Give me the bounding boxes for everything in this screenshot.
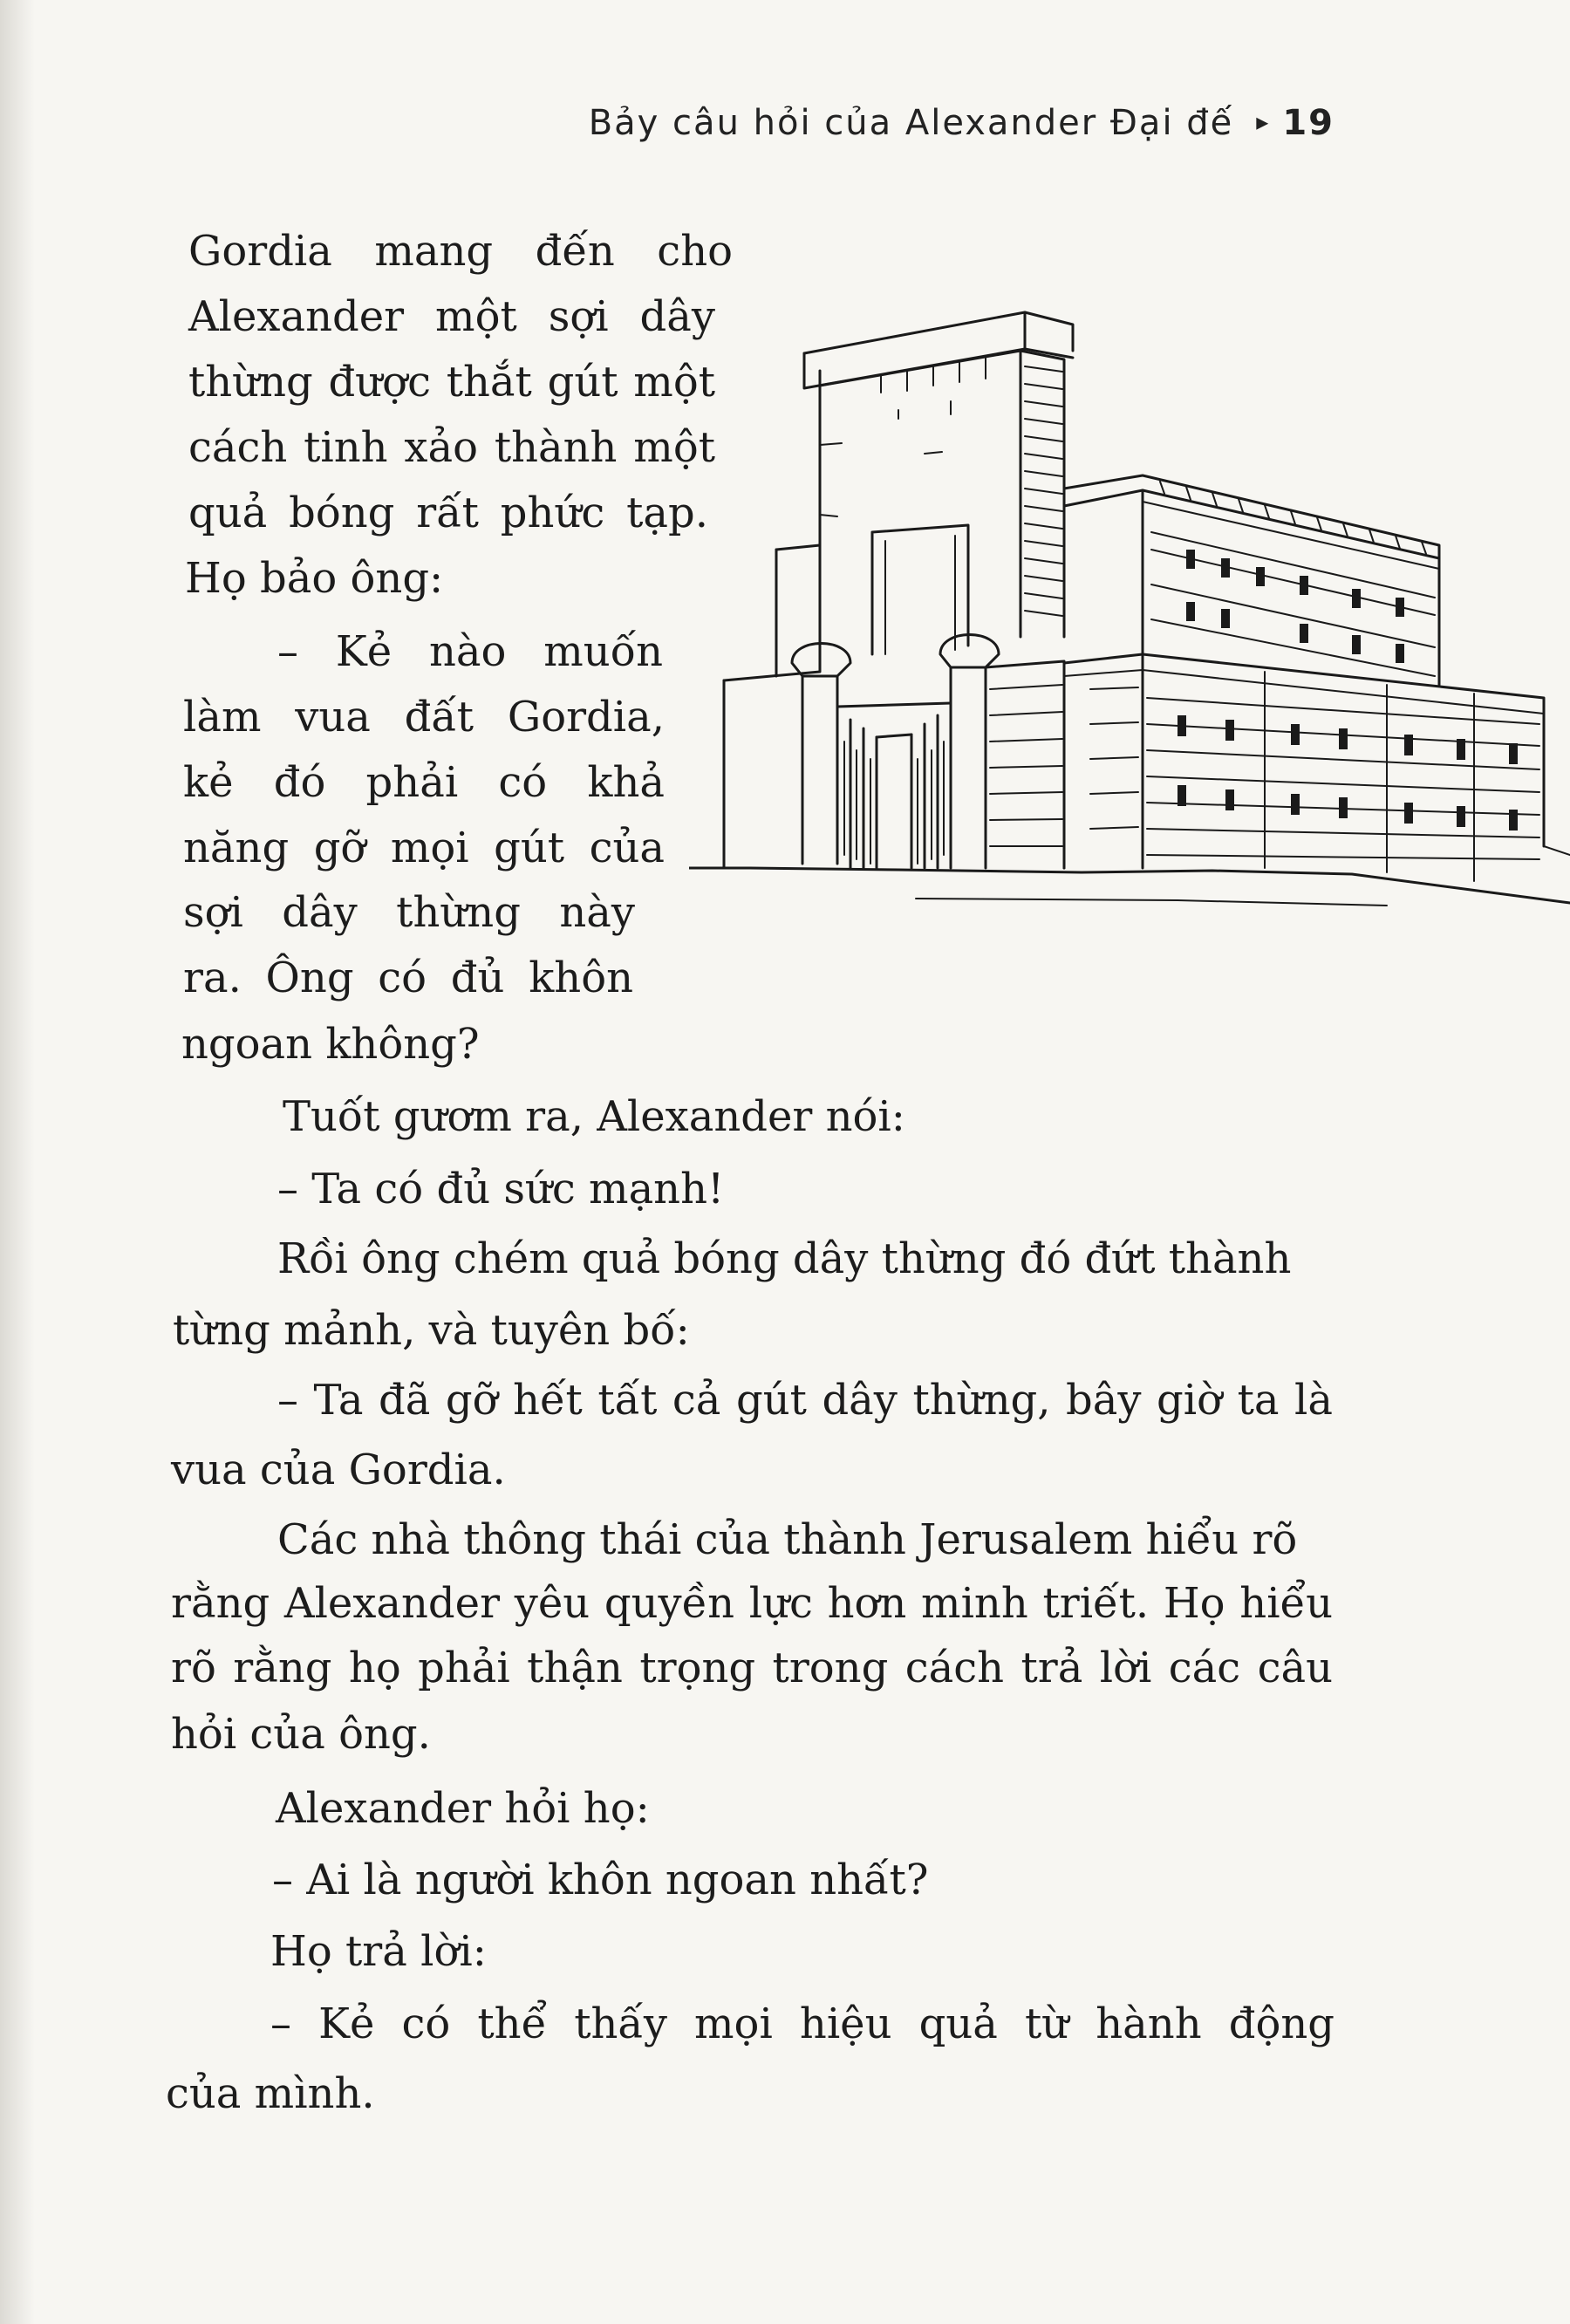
- running-header: [589, 103, 1334, 143]
- text-line: quả bóng rất phức tạp.: [188, 489, 708, 537]
- text-line: Họ trả lời:: [270, 1927, 487, 1976]
- text-line: Gordia mang đến cho: [188, 227, 733, 276]
- text-line: hỏi của ông.: [171, 1710, 431, 1759]
- text-line: Tuốt gươm ra, Alexander nói:: [283, 1092, 905, 1141]
- text-line: – Ta đã gỡ hết tất cả gút dây thừng, bây giờ ta là: [277, 1376, 1333, 1425]
- text-line: cách tinh xảo thành một: [188, 423, 715, 472]
- text-line: sợi dây thừng này: [183, 888, 635, 937]
- running-title: Bảy câu hỏi của Alexander Đại đế: [588, 103, 1234, 143]
- text-line: Rồi ông chém quả bóng dây thừng đó đứt thành: [277, 1234, 1292, 1283]
- text-line: rằng Alexander yêu quyền lực hơn minh triết. Họ hiểu: [171, 1579, 1333, 1628]
- text-line: thừng được thắt gút một: [188, 358, 715, 407]
- text-line: – Kẻ nào muốn: [277, 627, 663, 676]
- text-line: năng gỡ mọi gút của: [183, 824, 665, 872]
- text-line: làm vua đất Gordia,: [183, 693, 665, 742]
- temple-building-sketch-icon: [689, 288, 1570, 933]
- text-line: Alexander hỏi họ:: [276, 1784, 650, 1833]
- text-line: Alexander một sợi dây: [188, 292, 715, 341]
- text-line: Họ bảo ông:: [185, 554, 444, 603]
- text-line: – Ta có đủ sức mạnh!: [277, 1165, 725, 1213]
- text-line: rõ rằng họ phải thận trọng trong cách trả lời các câu: [171, 1644, 1333, 1692]
- text-line: ngoan không?: [181, 1020, 480, 1069]
- page-gutter-shadow: [0, 0, 35, 2324]
- text-line: – Kẻ có thể thấy mọi hiệu quả từ hành động: [270, 1999, 1334, 2048]
- text-line: vua của Gordia.: [171, 1446, 506, 1494]
- text-line: ra. Ông có đủ khôn: [183, 954, 633, 1002]
- arrow-icon: ▸: [1256, 107, 1271, 136]
- text-line: từng mảnh, và tuyên bố:: [173, 1306, 690, 1355]
- text-line: của mình.: [166, 2069, 375, 2118]
- text-line: Các nhà thông thái của thành Jerusalem hiểu rõ: [277, 1515, 1298, 1564]
- text-line: – Ai là người khôn ngoan nhất?: [272, 1856, 929, 1904]
- page-number: 19: [1282, 103, 1334, 143]
- text-line: kẻ đó phải có khả: [183, 758, 665, 807]
